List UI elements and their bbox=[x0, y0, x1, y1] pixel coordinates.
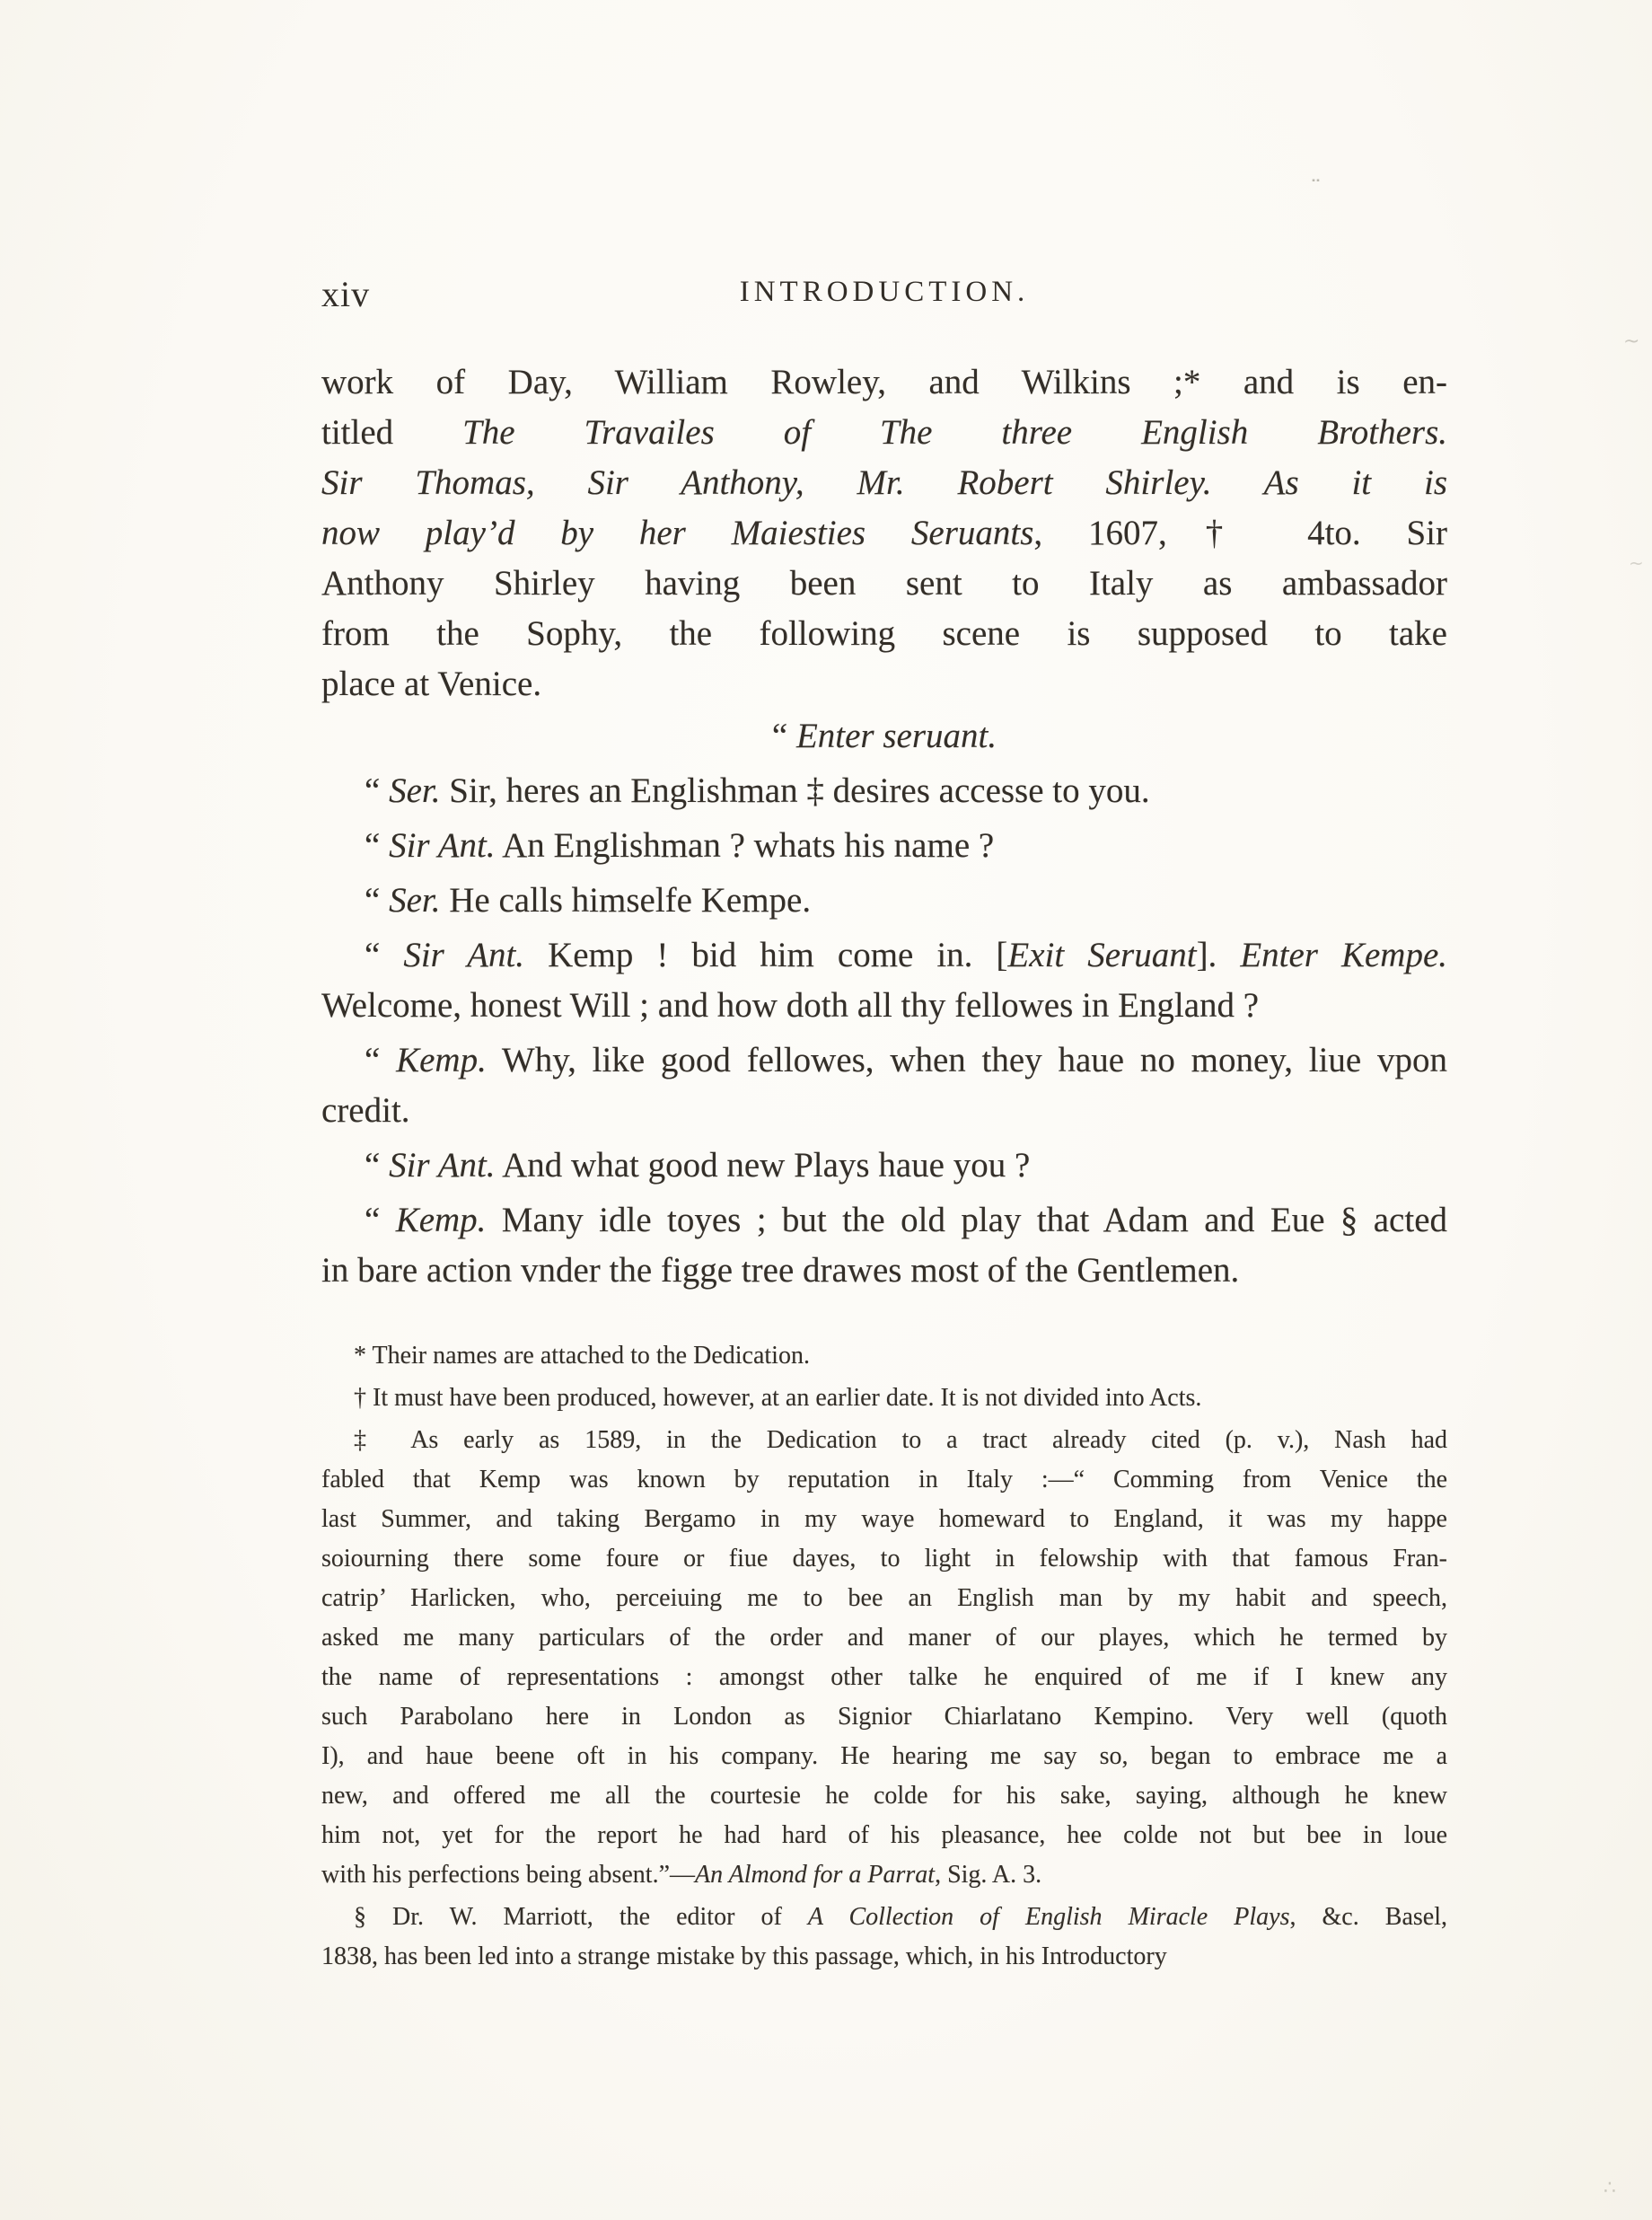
text-segment: “ bbox=[365, 1041, 397, 1079]
italic-text-segment: Kemp. bbox=[396, 1041, 487, 1079]
text-line bbox=[321, 458, 1447, 508]
italic-text-segment: Sir Thomas, Sir Anthony, Mr. Robert Shirley. As it is bbox=[321, 463, 1447, 502]
page-content bbox=[321, 268, 1447, 1977]
italic-text-segment: Enter Kempe. bbox=[1240, 936, 1448, 974]
text-segment: ‡ As early as 1589, in the Dedication to a tract already cited (p. v.), Nash had bbox=[354, 1426, 1447, 1454]
scan-artifact: ¨ bbox=[1310, 176, 1322, 203]
speech-kemp-1 bbox=[321, 1035, 1447, 1136]
text-segment: † It must have been produced, however, at an earlier date. It is not divided into Acts. bbox=[354, 1384, 1202, 1412]
text-line bbox=[321, 1035, 1447, 1086]
text-segment: And what good new Plays haue you ? bbox=[495, 1146, 1031, 1185]
text-segment: from the Sophy, the following scene is supposed to take bbox=[321, 614, 1447, 653]
text-segment: He calls himselfe Kempe. bbox=[440, 881, 812, 920]
text-segment: I), and haue beene oft in his company. He hearing me say so, began to embrace me a bbox=[321, 1742, 1447, 1770]
text-segment: Welcome, honest Will ; and how doth all thy fellowes in England ? bbox=[321, 986, 1260, 1025]
footnote-section-mark bbox=[321, 1898, 1447, 1977]
scan-artifact: ∴ bbox=[1604, 2177, 1616, 2199]
text-segment: , 1607,† 4to. Sir bbox=[1033, 514, 1447, 552]
text-line bbox=[321, 876, 1447, 926]
speech-servant-1 bbox=[321, 766, 1447, 816]
text-segment: in bare action vnder the figge tree drawes most of the Gentlemen. bbox=[321, 1251, 1240, 1290]
text-line bbox=[321, 1086, 1447, 1136]
text-line bbox=[321, 1855, 1447, 1895]
text-line bbox=[321, 930, 1447, 981]
text-segment: new, and offered me all the courtesie he colde for his sake, saying, although he knew bbox=[321, 1782, 1447, 1810]
text-line bbox=[321, 766, 1447, 816]
italic-text-segment: Sir Ant. bbox=[403, 936, 525, 974]
text-line bbox=[321, 508, 1447, 559]
italic-text-segment: Enter seruant. bbox=[795, 717, 997, 755]
footnote-double-dagger bbox=[321, 1421, 1447, 1895]
text-segment: * Their names are attached to the Dedication. bbox=[354, 1342, 810, 1370]
text-line bbox=[321, 1898, 1447, 1937]
speech-sir-anthony-2 bbox=[321, 930, 1447, 1031]
text-line bbox=[321, 1336, 1447, 1376]
italic-text-segment: A Collection of English Miracle Plays bbox=[807, 1903, 1290, 1931]
text-segment: Sir, heres an Englishman ‡ desires accesse to you. bbox=[440, 771, 1150, 810]
text-line bbox=[321, 1460, 1447, 1500]
text-line bbox=[321, 1816, 1447, 1855]
italic-text-segment: Ser. bbox=[389, 771, 441, 810]
italic-text-segment: Ser. bbox=[389, 881, 441, 920]
text-segment: § Dr. W. Marriott, the editor of bbox=[354, 1903, 808, 1931]
text-segment: asked me many particulars of the order and maner of our playes, which he termed by bbox=[321, 1624, 1447, 1652]
text-line bbox=[321, 1141, 1447, 1191]
text-segment: Many idle toyes ; but the old play that Adam and Eue § acted bbox=[486, 1201, 1448, 1239]
text-segment: work of Day, William Rowley, and Wilkins ;* and is en- bbox=[321, 363, 1447, 401]
text-segment: soiourning there some foure or fiue dayes, to light in felowship with that famous Fran- bbox=[321, 1545, 1447, 1572]
text-segment: “ bbox=[365, 1201, 396, 1239]
text-line bbox=[321, 711, 1447, 762]
page-number: xiv bbox=[321, 274, 371, 314]
text-segment: , &c. Basel, bbox=[1289, 1903, 1447, 1931]
opening-paragraph bbox=[321, 357, 1447, 709]
text-segment: the name of representations : amongst other talke he enquired of me if I knew any bbox=[321, 1663, 1447, 1691]
stage-direction-enter-servant bbox=[321, 711, 1447, 762]
text-line bbox=[321, 609, 1447, 659]
text-segment: him not, yet for the report he had hard of his pleasance, hee colde not but bee in loue bbox=[321, 1821, 1447, 1849]
text-segment: last Summer, and taking Bergamo in my waye homeward to England, it was my happe bbox=[321, 1505, 1447, 1533]
text-segment: 1838, has been led into a strange mistake by this passage, which, in his Introductory bbox=[321, 1942, 1167, 1970]
text-line bbox=[321, 1421, 1447, 1460]
text-segment: Anthony Shirley having been sent to Italy as ambassador bbox=[321, 564, 1447, 603]
text-segment: place at Venice. bbox=[321, 665, 542, 703]
text-line bbox=[321, 1379, 1447, 1418]
text-line bbox=[321, 408, 1447, 458]
text-line bbox=[321, 981, 1447, 1031]
italic-text-segment: An Almond for a Parrat bbox=[695, 1861, 936, 1889]
text-line bbox=[321, 1579, 1447, 1618]
speech-sir-anthony-1 bbox=[321, 821, 1447, 871]
scan-artifact: ~ bbox=[1629, 552, 1644, 574]
text-segment: titled bbox=[321, 413, 463, 452]
text-line bbox=[321, 1195, 1447, 1246]
text-segment: “ bbox=[365, 1146, 390, 1185]
text-line bbox=[321, 821, 1447, 871]
text-line bbox=[321, 1658, 1447, 1697]
text-line bbox=[321, 659, 1447, 709]
text-segment: such Parabolano here in London as Signior Chiarlatano Kempino. Very well (quoth bbox=[321, 1703, 1447, 1731]
text-line bbox=[321, 1697, 1447, 1737]
text-segment: credit. bbox=[321, 1091, 410, 1130]
text-line bbox=[321, 1539, 1447, 1579]
footnote-asterisk bbox=[321, 1336, 1447, 1376]
text-segment: , Sig. A. 3. bbox=[935, 1861, 1042, 1889]
running-title: INTRODUCTION. bbox=[739, 276, 1030, 308]
text-segment: fabled that Kemp was known by reputation in Italy :—“ Comming from Venice the bbox=[321, 1466, 1447, 1493]
page-header bbox=[321, 268, 1447, 314]
text-line bbox=[321, 1500, 1447, 1539]
text-segment: “ bbox=[365, 826, 390, 865]
text-segment: Why, like good fellowes, when they haue no money, liue vpon bbox=[486, 1041, 1447, 1079]
text-line bbox=[321, 357, 1447, 408]
text-line bbox=[321, 1246, 1447, 1296]
text-segment: with his perfections being absent.”— bbox=[321, 1861, 696, 1889]
text-segment: ]. bbox=[1196, 936, 1241, 974]
text-segment: “ bbox=[365, 881, 390, 920]
footnote-dagger bbox=[321, 1379, 1447, 1418]
text-line bbox=[321, 559, 1447, 609]
speech-servant-2 bbox=[321, 876, 1447, 926]
speech-kemp-2 bbox=[321, 1195, 1447, 1296]
text-segment: Kemp ! bid him come in. [ bbox=[524, 936, 1008, 974]
italic-text-segment: now play’d by her Maiesties Seruants bbox=[321, 514, 1034, 552]
text-segment: “ bbox=[365, 936, 404, 974]
italic-text-segment: Exit Seruant bbox=[1007, 936, 1197, 974]
text-segment: catrip’ Harlicken, who, perceiuing me to bee an English man by my habit and speech, bbox=[321, 1584, 1447, 1612]
text-segment: An Englishman ? whats his name ? bbox=[495, 826, 995, 865]
main-text bbox=[321, 357, 1447, 1296]
text-segment: “ bbox=[365, 771, 390, 810]
text-segment: “ bbox=[771, 717, 796, 755]
text-line bbox=[321, 1737, 1447, 1776]
scan-artifact: ~ bbox=[1623, 330, 1640, 353]
italic-text-segment: Sir Ant. bbox=[389, 1146, 496, 1185]
text-line bbox=[321, 1618, 1447, 1658]
text-line bbox=[321, 1937, 1447, 1977]
italic-text-segment: Kemp. bbox=[395, 1201, 487, 1239]
footnotes-section bbox=[321, 1336, 1447, 1977]
text-line bbox=[321, 1776, 1447, 1816]
speech-sir-anthony-3 bbox=[321, 1141, 1447, 1191]
italic-text-segment: Sir Ant. bbox=[389, 826, 496, 865]
italic-text-segment: The Travailes of The three English Brothers. bbox=[462, 413, 1447, 452]
